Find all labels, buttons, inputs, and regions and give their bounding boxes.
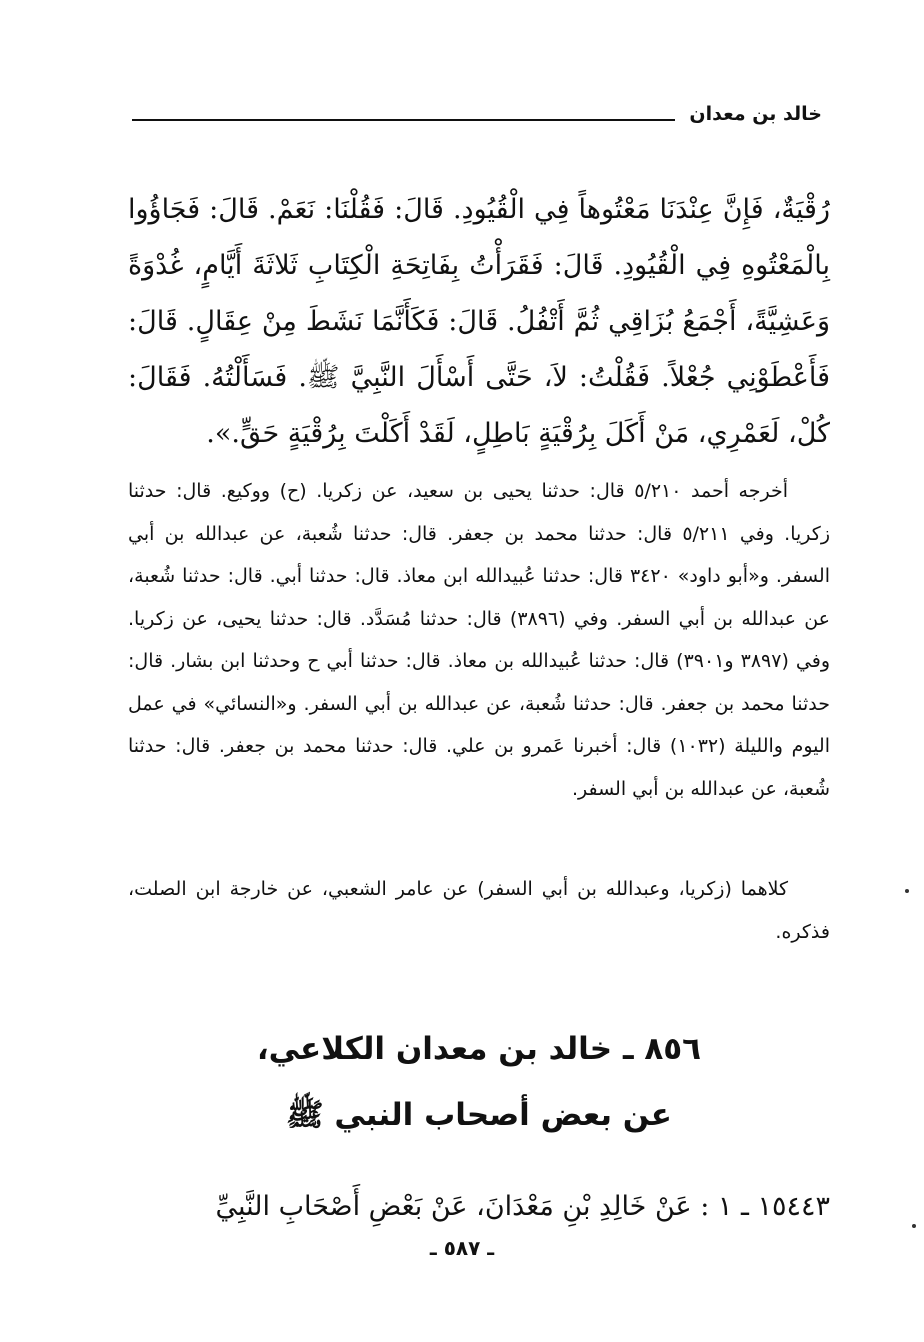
hadith-text: رُقْيَةٌ، فَإِنَّ عِنْدَنَا مَعْتُوهاً فِي الْقُيُودِ. قَالَ: فَقُلْنَا: نَعَمْ. قَالَ: فَجَاؤُوا بِالْمَعْتُوهِ فِي الْقُيُودِ. قَالَ: فَقَرَأْتُ بِفَاتِحَةِ الْكِتَابِ ثَلاثَةَ أَيَّامٍ، غُدْوَةً وَعَشِيَّةً، أَجْمَعُ بُزَاقِي ثُمَّ أَتْفُلُ. قَالَ: فَكَأَنَّمَا نَشَطَ مِنْ عِقَالٍ. قَالَ: فَأَعْطَوْنِي جُعْلاً. فَقُلْتُ: لاَ، حَتَّى أَسْأَلَ النَّبِيَّ ﷺ. فَسَأَلْتُهُ. فَقَالَ: كُلْ، لَعَمْرِي، مَنْ أَكَلَ بِرُقْيَةٍ بَاطِلٍ، لَقَدْ أَكَلْتَ بِرُقْيَةٍ حَقٍّ.». bbox=[128, 194, 830, 449]
takhrij-text: أخرجه أحمد ٥/٢١٠ قال: حدثنا يحيى بن سعيد، عن زكريا. (ح) ووكيع. قال: حدثنا زكريا. وفي ٥/٢١١ قال: حدثنا محمد بن جعفر. قال: حدثنا شُعبة، عن عبدالله بن أبي السفر. و«أبو داود» ٣٤٢٠ قال: حدثنا عُبيدالله ابن معاذ. قال: حدثنا أبي. قال: حدثنا شُعبة، عن عبدالله بن أبي السفر. وفي (٣٨٩٦) قال: حدثنا مُسَدَّد. قال: حدثنا يحيى، عن زكريا. وفي (٣٨٩٧ و٣٩٠١) قال: حدثنا عُبيدالله بن معاذ. قال: حدثنا أبي ح وحدثنا ابن بشار. قال: حدثنا محمد بن جعفر. قال: حدثنا شُعبة، عن عبدالله بن أبي السفر. و«النسائي» في عمل اليوم والليلة (١٠٣٢) قال: أخبرنا عَمرو بن علي. قال: حدثنا محمد بن جعفر. قال: حدثنا شُعبة، عن عبدالله بن أبي السفر. bbox=[128, 480, 830, 800]
margin-dot bbox=[912, 1224, 916, 1228]
chapter-heading-line-2: عن بعض أصحاب النبي ﷺ bbox=[286, 1097, 672, 1133]
next-hadith-text: ١٥٤٤٣ ـ ١ : عَنْ خَالِدِ بْنِ مَعْدَانَ، عَنْ بَعْضِ أَصْحَابِ النَّبِيِّ bbox=[215, 1191, 830, 1222]
takhrij-summary-paragraph bbox=[128, 868, 830, 953]
margin-dot bbox=[905, 889, 909, 893]
running-header bbox=[132, 96, 822, 132]
chapter-heading bbox=[128, 1016, 830, 1148]
takhrij-summary-text: كلاهما (زكريا، وعبدالله بن أبي السفر) عن عامر الشعبي، عن خارجة ابن الصلت، فذكره. bbox=[128, 878, 830, 943]
running-title: خالد بن معدان bbox=[689, 103, 822, 125]
page-number: ـ ٥٨٧ ـ bbox=[429, 1236, 495, 1260]
chapter-heading-line-1: ٨٥٦ ـ خالد بن معدان الكلاعي، bbox=[256, 1031, 702, 1067]
takhrij-paragraph bbox=[128, 470, 830, 810]
header-rule bbox=[132, 119, 675, 121]
